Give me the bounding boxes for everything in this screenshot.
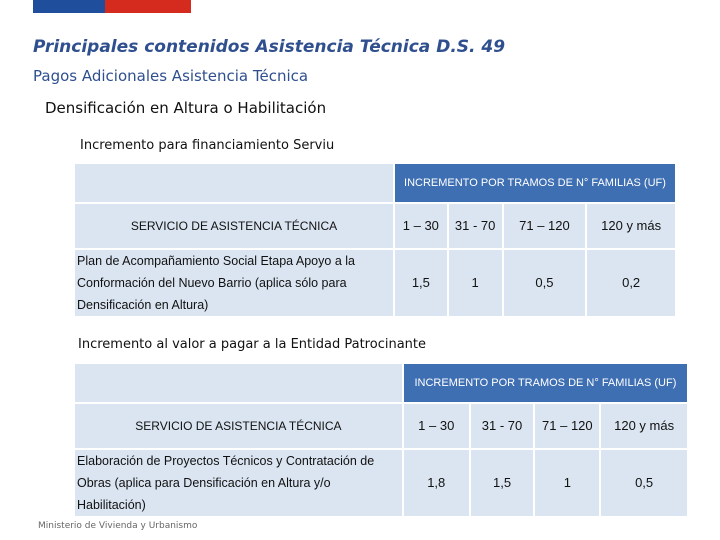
- table-entidad: [73, 362, 689, 518]
- value-cell: 1,5: [394, 249, 448, 317]
- range-cell: 120 y más: [586, 203, 676, 249]
- header-empty-cell: [74, 363, 403, 403]
- range-cell: 71 – 120: [534, 403, 600, 449]
- value-cell: 0,5: [600, 449, 688, 517]
- tramos-header: INCREMENTO POR TRAMOS DE N° FAMILIAS (UF): [403, 363, 688, 403]
- section1-label: Incremento para financiamiento Serviu: [80, 138, 335, 153]
- range-cell: 120 y más: [600, 403, 688, 449]
- value-cell: 0,5: [503, 249, 587, 317]
- flag-stripe-blue: [33, 0, 105, 13]
- flag-stripe-red: [105, 0, 191, 13]
- range-cell: 1 – 30: [403, 403, 470, 449]
- value-cell: 0,2: [586, 249, 676, 317]
- range-cell: 31 - 70: [470, 403, 535, 449]
- value-cell: 1,5: [470, 449, 535, 517]
- tramos-header: INCREMENTO POR TRAMOS DE N° FAMILIAS (UF): [394, 163, 676, 203]
- header-empty-cell: [74, 163, 394, 203]
- table-serviu: [73, 162, 677, 318]
- value-cell: 1,8: [403, 449, 470, 517]
- section2-label: Incremento al valor a pagar a la Entidad Patrocinante: [78, 337, 426, 352]
- service-header: SERVICIO DE ASISTENCIA TÉCNICA: [74, 403, 403, 449]
- section-heading: Densificación en Altura o Habilitación: [45, 99, 327, 117]
- footer-ministry: Ministerio de Vivienda y Urbanismo: [38, 521, 198, 531]
- range-cell: 1 – 30: [394, 203, 448, 249]
- service-description: Elaboración de Proyectos Técnicos y Contratación de Obras (aplica para Densificación en Altura y/o Habilitación): [74, 449, 403, 517]
- service-description: Plan de Acompañamiento Social Etapa Apoyo a la Conformación del Nuevo Barrio (aplica sólo para Densificación en Altura): [74, 249, 394, 317]
- slide-title: Principales contenidos Asistencia Técnica D.S. 49: [33, 37, 506, 57]
- service-header: SERVICIO DE ASISTENCIA TÉCNICA: [74, 203, 394, 249]
- range-cell: 31 - 70: [448, 203, 503, 249]
- slide-subtitle: Pagos Adicionales Asistencia Técnica: [33, 67, 309, 85]
- range-cell: 71 – 120: [503, 203, 587, 249]
- value-cell: 1: [448, 249, 503, 317]
- value-cell: 1: [534, 449, 600, 517]
